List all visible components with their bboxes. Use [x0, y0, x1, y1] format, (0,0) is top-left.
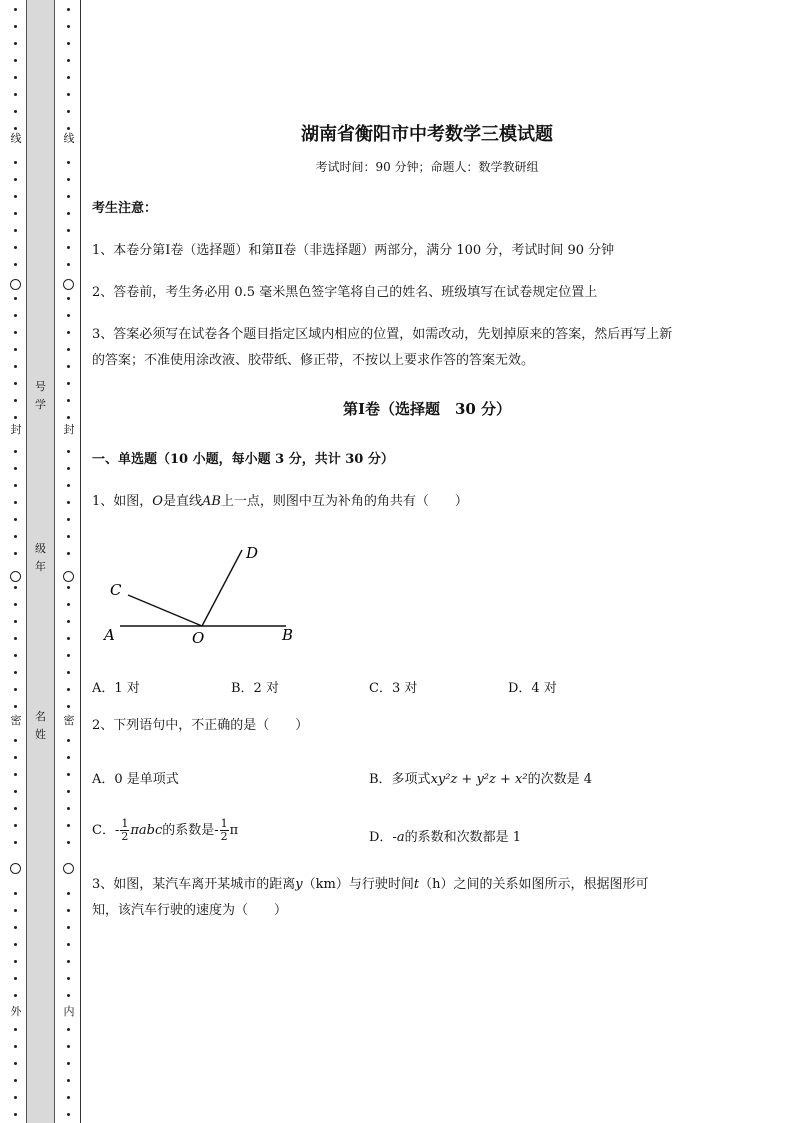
binding-dot — [14, 977, 17, 980]
binding-dot — [14, 773, 17, 776]
q3-text-b: （km）与行驶时间 — [302, 877, 414, 892]
binding-dot — [67, 943, 70, 946]
q2-c-prefix: C．- — [92, 823, 120, 838]
binding-dot — [67, 501, 70, 504]
q2-d-var: a — [396, 830, 405, 845]
q1-figure — [100, 540, 310, 650]
binding-dot — [14, 416, 17, 419]
binding-dot — [14, 8, 17, 11]
exam-info: 考试时间：90 分钟；命题人：数学教研组 — [315, 160, 539, 174]
binding-dot — [67, 807, 70, 810]
binding-dot — [67, 960, 70, 963]
binding-dot — [14, 637, 17, 640]
q2-option-c[interactable] — [92, 818, 238, 843]
binding-dot — [67, 195, 70, 198]
binding-dot — [67, 603, 70, 606]
q2-option-d[interactable] — [369, 826, 521, 845]
binding-dot — [67, 331, 70, 334]
binding-dot — [67, 926, 70, 929]
binding-dot — [14, 76, 17, 79]
notice-item-3-cont: 的答案；不准使用涂改液、胶带纸、修正带，不按以上要求作答的答案无效。 — [92, 353, 535, 368]
part-one-heading: 一、单选题（10 小题，每小题 3 分，共计 30 分） — [92, 452, 394, 467]
binding-dot — [14, 399, 17, 402]
binding-circle-icon — [10, 571, 21, 582]
label-b: B — [282, 626, 294, 644]
q2-option-b[interactable] — [369, 768, 592, 787]
binding-dot — [14, 620, 17, 623]
binding-dot — [14, 348, 17, 351]
outer-dotted-line — [10, 0, 22, 1123]
question-2: 2、下列语句中，不正确的是（ ） — [92, 718, 309, 733]
binding-dot — [67, 552, 70, 555]
q1-text-c: 上一点，则图中互为补角的角共有（ ） — [220, 494, 468, 509]
fraction-one-half — [120, 818, 129, 843]
question-3 — [92, 872, 648, 898]
binding-dot — [14, 960, 17, 963]
binding-circle-icon — [10, 863, 21, 874]
binding-dot — [67, 348, 70, 351]
binding-dot — [67, 76, 70, 79]
binding-dot — [67, 178, 70, 181]
binding-dot — [14, 790, 17, 793]
binding-dot — [14, 229, 17, 232]
binding-dot — [67, 161, 70, 164]
fraction-one-half-2 — [220, 818, 229, 843]
label-d: D — [246, 544, 259, 562]
inner-dotted-line — [63, 0, 75, 1123]
binding-dot — [67, 127, 70, 130]
binding-dot — [67, 739, 70, 742]
binding-dot — [67, 790, 70, 793]
binding-dot — [67, 1028, 70, 1031]
binding-label: 密 — [61, 715, 77, 727]
binding-dot — [67, 1113, 70, 1116]
q1-line-ab: AB — [201, 494, 221, 509]
binding-dot — [14, 603, 17, 606]
binding-dot — [67, 841, 70, 844]
binding-dot — [14, 365, 17, 368]
q2-d-suffix: 的系数和次数都是 1 — [404, 830, 521, 845]
binding-dot — [14, 246, 17, 249]
binding-dot — [67, 756, 70, 759]
binding-dot — [14, 1096, 17, 1099]
fraction-denominator-2: 2 — [220, 830, 228, 843]
binding-dot — [14, 756, 17, 759]
binding-dot — [14, 824, 17, 827]
binding-dot — [67, 1079, 70, 1082]
question-1 — [92, 489, 468, 515]
binding-dot — [67, 688, 70, 691]
binding-dot — [67, 671, 70, 674]
binding-dot — [14, 705, 17, 708]
binding-dot — [14, 841, 17, 844]
binding-dot — [67, 229, 70, 232]
binding-label: 密 — [8, 715, 24, 727]
q1-text-a: 1、如图， — [92, 494, 153, 509]
binding-dot — [67, 263, 70, 266]
binding-dot — [67, 246, 70, 249]
binding-label: 线 — [8, 133, 24, 145]
binding-circle-icon — [10, 279, 21, 290]
binding-dot — [14, 994, 17, 997]
binding-dot — [67, 93, 70, 96]
binding-dot — [67, 654, 70, 657]
q2-option-a[interactable]: A．0 是单项式 — [92, 772, 179, 787]
q2-b-suffix: 的次数是 4 — [527, 772, 592, 787]
binding-dot — [14, 1113, 17, 1116]
binding-label: 线 — [61, 133, 77, 145]
binding-dot — [14, 1062, 17, 1065]
binding-dot — [14, 42, 17, 45]
binding-label: 封 — [8, 424, 24, 436]
binding-dot — [67, 484, 70, 487]
q1-option-d[interactable]: D．4 对 — [508, 681, 557, 696]
fraction-numerator: 1 — [121, 817, 129, 830]
binding-dot — [67, 637, 70, 640]
binding-label: 内 — [61, 1006, 77, 1018]
binding-dot — [14, 195, 17, 198]
binding-dot — [67, 212, 70, 215]
binding-dot — [67, 382, 70, 385]
binding-dot — [67, 620, 70, 623]
q1-text-b: 是直线 — [162, 494, 202, 509]
binding-dot — [67, 110, 70, 113]
notice-item-2: 2、答卷前，考生务必用 0.5 毫米黑色签字笔将自己的姓名、班级填写在试卷规定位置上 — [92, 285, 598, 300]
q2-c-term: πabc — [130, 823, 163, 838]
ray-oc — [128, 595, 202, 626]
q2-b-prefix: B．多项式 — [369, 772, 431, 787]
binding-dot — [14, 926, 17, 929]
binding-dot — [14, 25, 17, 28]
q3-text-a: 3、如图，某汽车离开某城市的距离 — [92, 877, 296, 892]
ray-od — [202, 550, 242, 626]
q2-d-prefix: D．- — [369, 830, 397, 845]
binding-dot — [14, 484, 17, 487]
q1-option-c[interactable]: C．3 对 — [369, 681, 418, 696]
section-title: 第Ⅰ卷（选择题 30 分） — [342, 400, 512, 418]
binding-dot — [67, 1096, 70, 1099]
notice-item-1: 1、本卷分第Ⅰ卷（选择题）和第Ⅱ卷（非选择题）两部分，满分 100 分，考试时间 90 分钟 — [92, 243, 615, 258]
binding-dot — [14, 739, 17, 742]
q1-option-b[interactable]: B．2 对 — [231, 681, 279, 696]
binding-dot — [14, 212, 17, 215]
binding-dot — [67, 399, 70, 402]
binding-dot — [14, 178, 17, 181]
binding-dot — [14, 1045, 17, 1048]
field-grade: 级 年 — [35, 542, 46, 573]
binding-dot — [14, 671, 17, 674]
binding-dot — [67, 365, 70, 368]
binding-dot — [67, 994, 70, 997]
binding-dot — [14, 314, 17, 317]
fraction-denominator: 2 — [121, 830, 129, 843]
label-c: C — [110, 581, 122, 599]
binding-dot — [67, 42, 70, 45]
binding-circle-icon — [63, 863, 74, 874]
binding-dot — [67, 909, 70, 912]
binding-dot — [67, 59, 70, 62]
binding-dot — [67, 518, 70, 521]
student-info-band — [26, 0, 55, 1123]
binding-dot — [67, 535, 70, 538]
binding-dot — [14, 127, 17, 130]
q2-c-mid: 的系数是- — [162, 823, 219, 838]
binding-dot — [14, 586, 17, 589]
binding-dot — [14, 110, 17, 113]
binding-dot — [14, 535, 17, 538]
binding-dot — [67, 297, 70, 300]
label-a: A — [104, 626, 115, 644]
binding-dot — [14, 467, 17, 470]
q2-c-tail: π — [229, 823, 239, 838]
question-3-cont: 知，该汽车行驶的速度为（ ） — [92, 903, 288, 918]
q3-var-y: y — [295, 877, 303, 892]
binding-dot — [14, 501, 17, 504]
binding-dot — [67, 450, 70, 453]
binding-circle-icon — [63, 279, 74, 290]
page-title: 湖南省衡阳市中考数学三模试题 — [301, 124, 553, 145]
binding-dot — [67, 773, 70, 776]
binding-dot — [67, 977, 70, 980]
binding-dot — [14, 59, 17, 62]
binding-dot — [14, 943, 17, 946]
notice-heading: 考生注意： — [92, 201, 158, 216]
binding-label: 外 — [8, 1006, 24, 1018]
binding-dot — [14, 518, 17, 521]
binding-dot — [14, 1028, 17, 1031]
binding-dot — [67, 586, 70, 589]
binding-dot — [14, 654, 17, 657]
binding-label: 封 — [61, 424, 77, 436]
notice-item-3: 3、答案必须写在试卷各个题目指定区域内相应的位置，如需改动，先划掉原来的答案，然后再写上新 — [92, 327, 673, 342]
binding-dot — [14, 1079, 17, 1082]
binding-dot — [67, 1045, 70, 1048]
q2-b-expression: xy²z + y²z + x² — [430, 772, 528, 787]
binding-dot — [67, 416, 70, 419]
binding-dot — [67, 824, 70, 827]
binding-dot — [67, 25, 70, 28]
binding-dot — [14, 688, 17, 691]
q1-point-o: O — [152, 494, 163, 509]
binding-dot — [67, 467, 70, 470]
binding-circle-icon — [63, 571, 74, 582]
binding-dot — [14, 331, 17, 334]
field-student-id: 号 学 — [35, 380, 46, 411]
binding-dot — [14, 382, 17, 385]
binding-dot — [14, 263, 17, 266]
binding-dot — [14, 807, 17, 810]
binding-dot — [67, 892, 70, 895]
binding-dot — [14, 909, 17, 912]
q3-var-t: t — [413, 877, 420, 892]
binding-dot — [14, 552, 17, 555]
fraction-numerator-2: 1 — [220, 817, 228, 830]
label-o: O — [192, 629, 205, 647]
binding-dot — [67, 1062, 70, 1065]
margin-divider — [80, 0, 81, 1123]
binding-dot — [67, 705, 70, 708]
q3-text-c: （h）之间的关系如图所示，根据图形可 — [419, 877, 649, 892]
binding-margin — [0, 0, 84, 1123]
binding-dot — [14, 450, 17, 453]
binding-dot — [67, 8, 70, 11]
q1-option-a[interactable]: A．1 对 — [92, 681, 140, 696]
binding-dot — [14, 161, 17, 164]
field-name: 名 姓 — [35, 710, 46, 741]
binding-dot — [14, 297, 17, 300]
binding-dot — [14, 93, 17, 96]
binding-dot — [14, 892, 17, 895]
binding-dot — [67, 314, 70, 317]
